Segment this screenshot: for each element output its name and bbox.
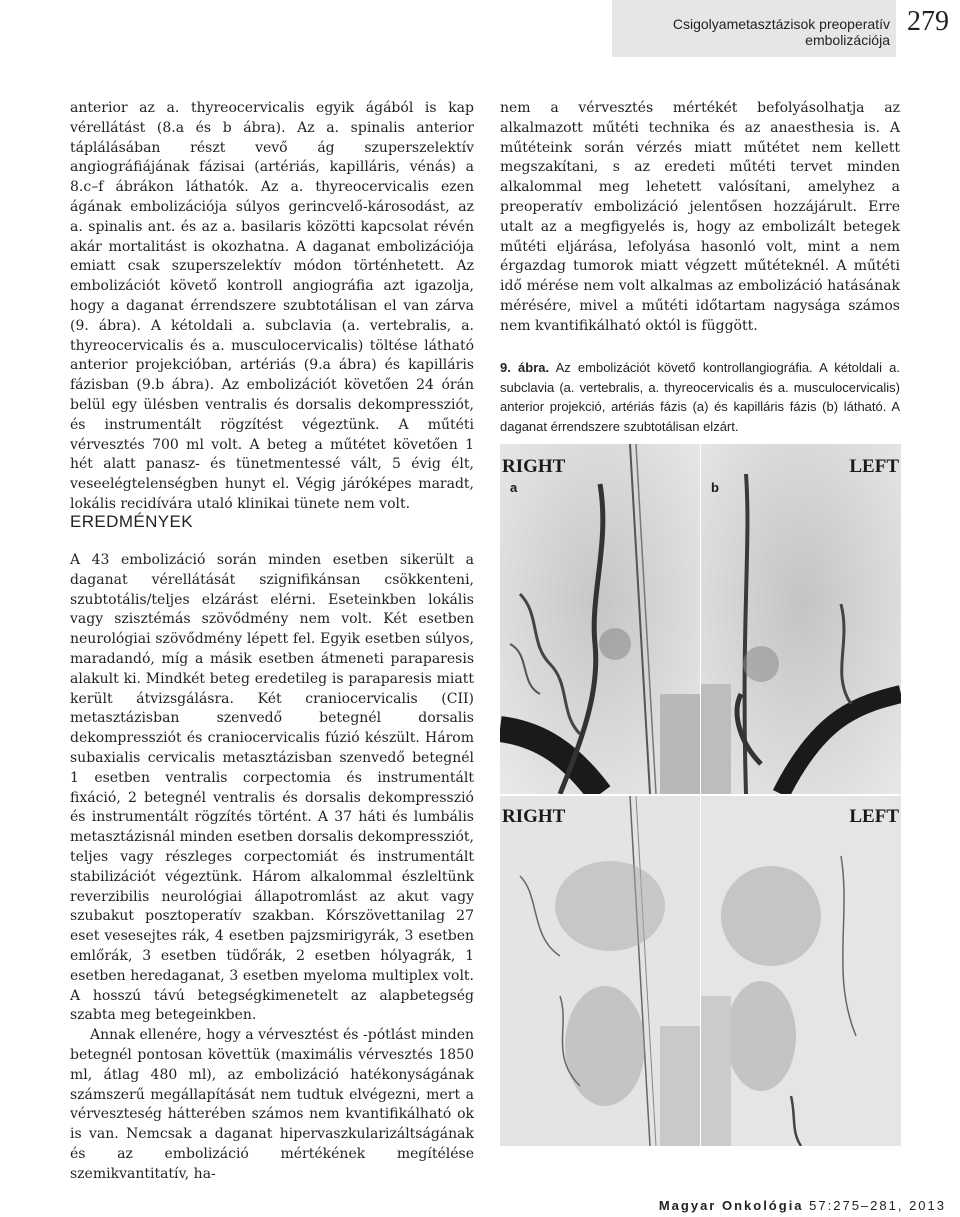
right-column: [500, 99, 900, 337]
footer-citation: [659, 1198, 946, 1213]
paragraph-right-continued: nem a vérvesztés mértékét befolyásolhatja az alkalmazott műtéti technika és az anaesthesia is. A műtéteink során vérzés miatt műtétet nem kellett megszakítani, s az eredeti műtéti tervet minden alkalommal meg lehetett valósítani, amelyhez a preoperatív embolizáció jelentősen hozzájárult. Erre utalt az a megfigyelés is, hogy az embolizált betegek műtéti eljárása, lefolyása hasonló volt, mint a nem érgazdag tumorok miatt végzett műtéteknél. A műtéti idő mérése nem volt alkalmas az embolizáció hatásának mérésére, mivel a műtéti időtartam nagysága számos nem kvantifikálható októl is függött.: [500, 100, 900, 334]
running-title: Csigolyametasztázisok preoperatív embolizációja: [672, 16, 890, 48]
caption-text: Az embolizációt követő kontrollangiográfia. A kétoldali a. subclavia (a. vertebralis, a. thyreocervicalis és a. musculocervicalis) anterior projekció, artériás fázis (a) és kapilláris fázis (b) látható. A daganat érrendszere szubtotálisan elzárt.: [500, 360, 900, 434]
left-column-bottom: [70, 551, 474, 1185]
angiogram-image-d: [701, 796, 901, 1146]
panel-letter-a: a: [510, 480, 518, 495]
panel-side-label: LEFT: [849, 456, 899, 477]
panel-side-label: LEFT: [849, 806, 899, 827]
paragraph-results-2: Annak ellenére, hogy a vérvesztést és -pótlást minden betegnél pontosan követtük (maximális vérvesztés 1850 ml, átlag 480 ml), az embolizáció hatékonyságának számszerű megállapítását nem tudtuk elvégezni, mert a vérveszteség hátterében számos nem kvantifikálható ok is van. Nemcsak a daganat hipervaszkularizáltságának és az embolizáció mértékének megítélése szemikvantitatív, ha-: [70, 1027, 474, 1182]
angiogram-panel-b: [701, 444, 901, 794]
angiogram-image-c: [500, 796, 700, 1146]
paragraph-case-description: anterior az a. thyreocervicalis egyik ágából is kap vérellátást (8.a és b ábra). Az a. spinalis anterior táplálásában részt vevő ág szuperszelektív angiográfiájának fázisai (artériás, kapilláris, vénás) a 8.c–f ábrákon láthatók. Az a. thyreocervicalis ezen ágának embolizációja súlyos gerincvelő-károsodást, az a. spinalis ant. és az a. basilaris közötti kapcsolat révén akár mortalitást is okozhatna. A daganat embolizációja emiatt csak szuperszelektív módon történhetett. Az embolizációt követő kontroll angiográfia azt igazolja, hogy a daganat érrendszere szubtotálisan el van zárva (9. ábra). A kétoldali a. subclavia (a. vertebralis, a. thyreocervicalis és a. musculocervicalis) töltése látható anterior projekcióban, artériás (9.a ábra) és kapilláris fázisban (9.b ábra). Az embolizációt követően 24 órán belül egy ülésben ventralis és dorsalis dekompressziót, és instrumentált rögzítést végeztünk. A műtéti vérvesztés 700 ml volt. A beteg a műtétet követően 1 hét alatt panasz- és tünetmentessé vált, 5 évig élt, veseelégtelenségben hunyt el. Végig járóképes maradt, lokális recidívára utaló klinikai tünete nem volt.: [70, 100, 474, 512]
angiography-figure: [500, 444, 901, 1146]
panel-side-label: RIGHT: [502, 456, 566, 477]
angiogram-image-b: [701, 444, 901, 794]
caption-label: 9. ábra.: [500, 360, 550, 375]
angiogram-panel-c: [500, 796, 700, 1146]
angiogram-panel-d: [701, 796, 901, 1146]
left-column-top: [70, 99, 474, 515]
panel-letter-b: b: [711, 480, 719, 495]
paragraph-results-1: A 43 embolizáció során minden esetben sikerült a daganat vérellátását szignifikánsan csökkenteni, szubtotális/teljes elzárást elérni. Eseteinkben lokális vagy szisztémás szövődmény nem volt. Két esetben neurológiai szövődmény lépett fel. Egyik esetben súlyos, maradandó, míg a másik esetben átmeneti paraparesis alakult ki. Mindkét beteg eredetileg is paraparesis miatt került átvizsgálásra. Két craniocervicalis (CII) metasztázisban szenvedő betegnél dorsalis dekompressziót és craniocervicalis fúzió készült. Három subaxialis cervicalis metasztázisban szenvedő betegnél 1 esetben ventralis corpectomia és instrumentált fixáció, 2 betegnél ventralis és dorsalis dekompresszió és instrumentált rögzítés történt. A 37 háti és lumbális metasztázisnál minden esetben dorsalis dekompressziót, teljes vagy részleges corpectomiát és instrumentált stabilizációt végeztünk. Három alkalommal észleltünk reverzibilis neurológiai állapotromlást az akut vagy szubakut posztoperatív szakban. Kórszövettanilag 27 eset vesesejtes rák, 4 esetben pajzsmirigyrák, 3 esetben emlőrák, 3 esetben tüdőrák, 2 esetben hólyagrák, 1 esetben heredaganat, 3 esetben myeloma multiplex volt. A hosszú távú betegségkimenetelt az alapbetegség szabta meg betegeinkben.: [70, 552, 474, 1024]
citation-details: 57:275–281, 2013: [809, 1198, 946, 1213]
angiogram-image-a: [500, 444, 700, 794]
panel-side-label: RIGHT: [502, 806, 566, 827]
section-heading-results: EREDMÉNYEK: [70, 512, 194, 531]
journal-name: Magyar Onkológia: [658, 1198, 804, 1213]
page-number: 279: [907, 6, 949, 37]
angiogram-panel-a: [500, 444, 700, 794]
figure-caption: [500, 358, 900, 436]
